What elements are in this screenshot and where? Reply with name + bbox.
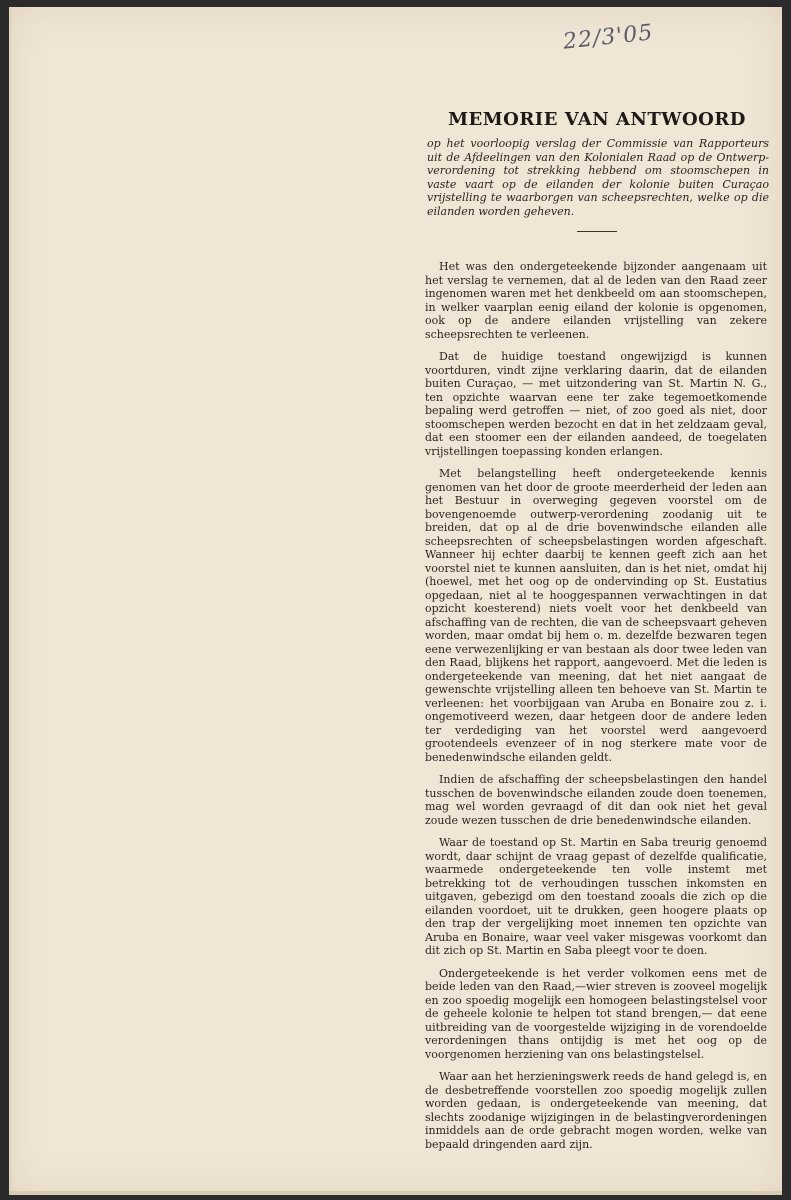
paragraph: Waar aan het herzieningswerk reeds de hand gelegd is, en de desbetreffende voorstellen zoo spoedig mogelijk zullen worden gedaan, is ondergeteekende van meening, dat slechts zoodanige wijzigingen in de belastingverordeningen inmiddels aan de orde gebracht mogen worden, welke van bepaald dringenden aard zijn. xyxy=(425,1070,767,1151)
paragraph: Dat de huidige toestand ongewijzigd is kunnen voortduren, vindt zijne verklaring daarin, dat de eilanden buiten Curaçao, — met uitzondering van St. Martin N. G., ten opzichte waarvan eene ter zake tegemoetkomende bepaling werd getroffen — niet, of zoo goed als niet, door stoomschepen werden bezocht en dat in het zeldzaam geval, dat een stoomer een der eilanden aandeed, de toegelaten vrijstellingen toepassing konden erlangen. xyxy=(425,350,767,458)
document-page xyxy=(9,7,782,1195)
paragraph: Met belangstelling heeft ondergeteekende kennis genomen van het door de groote meerderheid der leden aan het Bestuur in overweging gegeven voorstel om de bovengenoemde outwerp-verordening zoodanig uit te breiden, dat op al de drie bovenwindsche eilanden alle scheepsrechten of scheepsbelastingen worden afgeschaft. Wanneer hij echter daarbij te kennen geeft zich aan het voorstel niet te kunnen aansluiten, dan is het niet, omdat hij (hoewel, met het oog op de ondervinding op St. Eustatius opgedaan, niet al te hooggespannen verwachtingen in dat opzicht koesterend) niets voelt voor het denkbeeld van afschaffing van de rechten, die van de scheepsvaart geheven worden, maar omdat bij hem o. m. dezelfde bezwaren tegen eene verwezenlijking er van bestaan als door twee leden van den Raad, blijkens het rapport, aangevoerd. Met die leden is ondergeteekende van meening, dat het niet aangaat de gewenschte vrijstelling alleen ten behoeve van St. Martin te verleenen: het voorbijgaan van Aruba en Bonaire zou z. i. ongemotiveerd wezen, daar hetgeen door de andere leden ter verdediging van het voorstel werd aangevoerd grootendeels evenzeer of in nog sterkere mate voor de benedenwindsche eilanden geldt. xyxy=(425,467,767,764)
body-text xyxy=(425,260,767,1160)
paragraph: Het was den ondergeteekende bijzonder aangenaam uit het verslag te vernemen, dat al de leden van den Raad zeer ingenomen waren met het denkbeeld om aan stoomschepen, in welker vaarplan eenig eiland der kolonie is opgenomen, ook op de andere eilanden vrijstelling van zekere scheepsrechten te verleenen. xyxy=(425,260,767,341)
paragraph: Waar de toestand op St. Martin en Saba treurig genoemd wordt, daar schijnt de vraag gepast of dezelfde qualificatie, waarmede ondergeteekende ten volle instemt met betrekking tot de verhoudingen tusschen inkomsten en uitgaven, gebezigd om den toestand zooals die zich op die eilanden voordoet, uit te drukken, geen hoogere plaats op den trap der vergelijking moet innemen ten opzichte van Aruba en Bonaire, waar veel vaker misgewas voorkomt dan dit zich op St. Martin en Saba pleegt voor te doen. xyxy=(425,836,767,957)
page-bottom-edge xyxy=(9,1191,782,1195)
document-subtitle: op het voorloopig verslag der Commissie van Rapporteurs uit de Afdeelingen van den Kolonialen Raad op de Ontwerp-verordening tot strekking hebbend om stoomschepen in vaste vaart op de eilanden der kolonie buiten Curaçao vrijstelling te waarborgen van scheepsrechten, welke op die eilanden worden geheven. xyxy=(427,137,769,218)
page-edge-shadow xyxy=(9,7,12,1195)
paragraph: Ondergeteekende is het verder volkomen eens met de beide leden van den Raad,—wier streven is zooveel mogelijk en zoo spoedig mogelijk een homogeen belastingstelsel voor de geheele kolonie te helpen tot stand brengen,— dat eene uitbreiding van de voorgestelde wijziging in de vorendoelde verordeningen thans ontijdig is met het oog op de voorgenomen herziening van ons belastingstelsel. xyxy=(425,966,767,1061)
paragraph: Indien de afschaffing der scheepsbelastingen den handel tusschen de bovenwindsche eilanden zoude doen toenemen, mag wel worden gevraagd of dit dan ook niet het geval zoude wezen tusschen de drie benedenwindsche eilanden. xyxy=(425,773,767,827)
document-title: MEMORIE VAN ANTWOORD xyxy=(448,109,746,130)
handwritten-annotation: 22/3'05 xyxy=(561,20,655,55)
title-divider xyxy=(577,231,617,232)
